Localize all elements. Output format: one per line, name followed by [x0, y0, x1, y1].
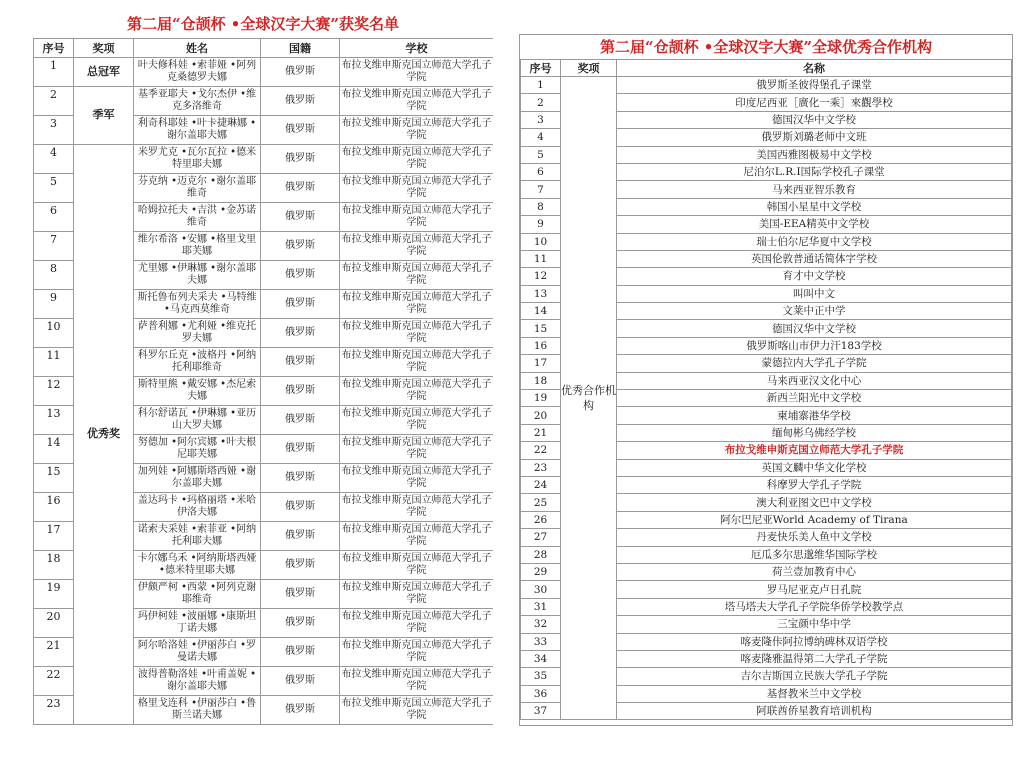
header-award: 奖项 — [561, 60, 617, 77]
winner-country: 俄罗斯 — [261, 522, 340, 551]
partner-seq: 20 — [521, 407, 561, 424]
partner-name: 塔马塔夫大学孔子学院华侨学校教学点 — [617, 598, 1012, 615]
winner-school: 布拉戈维申斯克国立师范大学孔子学院 — [340, 696, 494, 725]
winners-table — [33, 38, 493, 725]
partner-seq: 6 — [521, 163, 561, 180]
winner-school: 布拉戈维申斯克国立师范大学孔子学院 — [340, 145, 494, 174]
winner-school: 布拉戈维申斯克国立师范大学孔子学院 — [340, 87, 494, 116]
winners-body — [34, 58, 494, 725]
partner-seq: 28 — [521, 546, 561, 563]
winner-seq: 5 — [34, 174, 74, 203]
winner-seq: 15 — [34, 464, 74, 493]
winner-school: 布拉戈维申斯克国立师范大学孔子学院 — [340, 261, 494, 290]
winners-header-row — [34, 39, 494, 58]
partner-seq: 30 — [521, 581, 561, 598]
winner-school: 布拉戈维申斯克国立师范大学孔子学院 — [340, 551, 494, 580]
partner-name: 丹麦快乐美人鱼中文学校 — [617, 529, 1012, 546]
winner-school: 布拉戈维申斯克国立师范大学孔子学院 — [340, 174, 494, 203]
partner-seq: 2 — [521, 94, 561, 111]
partner-name: 三宝颜中华中学 — [617, 616, 1012, 633]
winner-school: 布拉戈维申斯克国立师范大学孔子学院 — [340, 493, 494, 522]
partner-name: 印度尼西亚［廣化一乘］來觀學校 — [617, 94, 1012, 111]
partner-name: 阿联酋侨星教育培训机构 — [617, 703, 1012, 720]
winner-country: 俄罗斯 — [261, 290, 340, 319]
winner-seq: 8 — [34, 261, 74, 290]
partner-seq: 4 — [521, 129, 561, 146]
winner-school: 布拉戈维申斯克国立师范大学孔子学院 — [340, 667, 494, 696]
partner-seq: 29 — [521, 563, 561, 580]
winner-country: 俄罗斯 — [261, 232, 340, 261]
winner-seq: 16 — [34, 493, 74, 522]
partner-name: 德国汉华中文学校 — [617, 111, 1012, 128]
winner-country: 俄罗斯 — [261, 638, 340, 667]
winner-seq: 20 — [34, 609, 74, 638]
winner-school: 布拉戈维申斯克国立师范大学孔子学院 — [340, 377, 494, 406]
partner-name: 马来西亚汉文化中心 — [617, 372, 1012, 389]
winner-seq: 7 — [34, 232, 74, 261]
partner-seq: 19 — [521, 390, 561, 407]
partner-seq: 21 — [521, 424, 561, 441]
partner-seq: 9 — [521, 216, 561, 233]
winner-seq: 10 — [34, 319, 74, 348]
partner-name: 韩国小星星中文学校 — [617, 198, 1012, 215]
winner-country: 俄罗斯 — [261, 145, 340, 174]
partner-name: 美国-EEA精英中文学校 — [617, 216, 1012, 233]
winner-name: 加列娃 •阿娜斯塔西娅 •谢尔盖耶夫娜 — [134, 464, 261, 493]
winner-seq: 6 — [34, 203, 74, 232]
winner-seq: 9 — [34, 290, 74, 319]
partner-row — [521, 77, 1012, 94]
winner-award: 季军 — [74, 87, 134, 145]
partner-name: 阿尔巴尼亚World Academy of Tirana — [617, 511, 1012, 528]
partner-seq: 18 — [521, 372, 561, 389]
winner-name: 盖达玛卡 •玛格丽塔 •米哈伊洛夫娜 — [134, 493, 261, 522]
winner-school: 布拉戈维申斯克国立师范大学孔子学院 — [340, 348, 494, 377]
partner-name: 厄瓜多尔思邈维华国际学校 — [617, 546, 1012, 563]
partner-award: 优秀合作机构 — [561, 77, 617, 720]
partner-name: 吉尔吉斯国立民族大学孔子学院 — [617, 668, 1012, 685]
winner-school: 布拉戈维申斯克国立师范大学孔子学院 — [340, 203, 494, 232]
winner-country: 俄罗斯 — [261, 203, 340, 232]
partner-seq: 5 — [521, 146, 561, 163]
partner-seq: 31 — [521, 598, 561, 615]
winner-school: 布拉戈维申斯克国立师范大学孔子学院 — [340, 609, 494, 638]
winner-country: 俄罗斯 — [261, 348, 340, 377]
partner-seq: 24 — [521, 476, 561, 493]
partner-name: 柬埔寨港华学校 — [617, 407, 1012, 424]
partner-name: 瑞士伯尔尼华夏中文学校 — [617, 233, 1012, 250]
winner-school: 布拉戈维申斯克国立师范大学孔子学院 — [340, 58, 494, 87]
winner-country: 俄罗斯 — [261, 696, 340, 725]
partner-name: 俄罗斯喀山市伊力汗183学校 — [617, 337, 1012, 354]
partner-name: 罗马尼亚克卢日孔院 — [617, 581, 1012, 598]
partner-name: 育才中文学校 — [617, 268, 1012, 285]
winner-country: 俄罗斯 — [261, 377, 340, 406]
partner-name: 基督教米兰中文学校 — [617, 685, 1012, 702]
winner-seq: 4 — [34, 145, 74, 174]
partner-seq: 16 — [521, 337, 561, 354]
winner-country: 俄罗斯 — [261, 435, 340, 464]
winner-name: 芬克纳 •迈克尔 •谢尔盖耶维奇 — [134, 174, 261, 203]
winner-seq: 12 — [34, 377, 74, 406]
partners-body — [521, 77, 1012, 720]
winner-school: 布拉戈维申斯克国立师范大学孔子学院 — [340, 232, 494, 261]
winner-name: 基季亚耶夫 •戈尔杰伊 •维克多洛维奇 — [134, 87, 261, 116]
partner-seq: 10 — [521, 233, 561, 250]
winner-school: 布拉戈维申斯克国立师范大学孔子学院 — [340, 319, 494, 348]
partner-seq: 37 — [521, 703, 561, 720]
partner-name: 科摩罗大学孔子学院 — [617, 476, 1012, 493]
winner-seq: 11 — [34, 348, 74, 377]
winner-seq: 18 — [34, 551, 74, 580]
winner-name: 卡尔娜乌禾 •阿纳斯塔西娅 •德米特里耶夫娜 — [134, 551, 261, 580]
partner-name: 文莱中正中学 — [617, 303, 1012, 320]
partner-name: 德国汉华中文学校 — [617, 320, 1012, 337]
partner-seq: 11 — [521, 250, 561, 267]
winner-country: 俄罗斯 — [261, 174, 340, 203]
winner-school: 布拉戈维申斯克国立师范大学孔子学院 — [340, 406, 494, 435]
winner-seq: 19 — [34, 580, 74, 609]
winner-country: 俄罗斯 — [261, 406, 340, 435]
header-seq: 序号 — [34, 39, 74, 58]
winner-name: 玛伊柯娃 •波丽娜 •康斯坦丁诺夫娜 — [134, 609, 261, 638]
winner-country: 俄罗斯 — [261, 319, 340, 348]
partner-name: 缅甸彬乌佛经学校 — [617, 424, 1012, 441]
winner-row — [34, 87, 494, 116]
partner-seq: 8 — [521, 198, 561, 215]
winner-name: 格里戈连科 •伊丽莎白 •鲁斯兰诺夫娜 — [134, 696, 261, 725]
partner-seq: 22 — [521, 442, 561, 459]
partner-name: 马来西亚智乐教育 — [617, 181, 1012, 198]
partner-seq: 27 — [521, 529, 561, 546]
partners-table — [520, 59, 1012, 720]
winner-seq: 21 — [34, 638, 74, 667]
partner-name: 俄罗斯刘璐老师中文班 — [617, 129, 1012, 146]
winner-award: 总冠军 — [74, 58, 134, 87]
partner-seq: 23 — [521, 459, 561, 476]
winner-name: 诺索夫采娃 •索菲亚 •阿纳托利耶夫娜 — [134, 522, 261, 551]
header-school: 学校 — [340, 39, 494, 58]
winner-name: 尤里娜 •伊琳娜 •谢尔盖耶夫娜 — [134, 261, 261, 290]
winner-name: 科尔舒诺瓦 •伊琳娜 •亚历山大罗夫娜 — [134, 406, 261, 435]
winner-school: 布拉戈维申斯克国立师范大学孔子学院 — [340, 290, 494, 319]
partner-seq: 14 — [521, 303, 561, 320]
partner-seq: 15 — [521, 320, 561, 337]
partner-seq: 26 — [521, 511, 561, 528]
partners-title: 第二届“仓颉杯 •全球汉字大赛”全球优秀合作机构 — [599, 38, 933, 56]
winner-country: 俄罗斯 — [261, 464, 340, 493]
winner-school: 布拉戈维申斯克国立师范大学孔子学院 — [340, 522, 494, 551]
winner-name: 波得普勒洛娃 •叶甫盖妮 •谢尔盖耶夫娜 — [134, 667, 261, 696]
winner-school: 布拉戈维申斯克国立师范大学孔子学院 — [340, 580, 494, 609]
partners-document — [519, 34, 1013, 726]
winner-school: 布拉戈维申斯克国立师范大学孔子学院 — [340, 435, 494, 464]
winner-country: 俄罗斯 — [261, 580, 340, 609]
winner-name: 斯托鲁布列夫采夫 •马特维 •马克西莫维奇 — [134, 290, 261, 319]
partner-name: 新西兰阳光中文学校 — [617, 390, 1012, 407]
winner-country: 俄罗斯 — [261, 493, 340, 522]
partner-name: 荷兰壹加教育中心 — [617, 563, 1012, 580]
partner-seq: 34 — [521, 650, 561, 667]
winner-school: 布拉戈维申斯克国立师范大学孔子学院 — [340, 638, 494, 667]
winner-name: 阿尔哈洛娃 •伊丽莎白 •罗曼诺夫娜 — [134, 638, 261, 667]
winner-seq: 14 — [34, 435, 74, 464]
partner-seq: 13 — [521, 285, 561, 302]
partner-name: 英国文麟中华文化学校 — [617, 459, 1012, 476]
header-name: 姓名 — [134, 39, 261, 58]
partner-name: 蒙德拉内大学孔子学院 — [617, 355, 1012, 372]
winners-title: 第二届“仓颉杯 •全球汉字大赛”获奖名单 — [126, 15, 400, 33]
partner-name: 喀麦隆雅温得第二大学孔子学院 — [617, 650, 1012, 667]
partner-seq: 32 — [521, 616, 561, 633]
winner-name: 米罗尤克 •瓦尔瓦拉 •德米特里耶夫娜 — [134, 145, 261, 174]
winner-country: 俄罗斯 — [261, 87, 340, 116]
winner-country: 俄罗斯 — [261, 261, 340, 290]
winner-name: 叶夫修科娃 •索菲娅 •阿列克桑德罗夫娜 — [134, 58, 261, 87]
partner-seq: 25 — [521, 494, 561, 511]
winners-document — [33, 10, 493, 766]
winner-name: 萨普利娜 •尤利娅 •维克托罗夫娜 — [134, 319, 261, 348]
winner-name: 利奇科耶娃 •叶卡捷琳娜 •谢尔盖耶夫娜 — [134, 116, 261, 145]
winner-seq: 2 — [34, 87, 74, 116]
partner-name: 布拉戈维申斯克国立师范大学孔子学院 — [617, 442, 1012, 459]
winner-country: 俄罗斯 — [261, 58, 340, 87]
partner-name: 澳大利亚图文巴中文学校 — [617, 494, 1012, 511]
partner-seq: 17 — [521, 355, 561, 372]
winner-school: 布拉戈维申斯克国立师范大学孔子学院 — [340, 116, 494, 145]
header-name: 名称 — [617, 60, 1012, 77]
partner-seq: 33 — [521, 633, 561, 650]
partner-seq: 3 — [521, 111, 561, 128]
winner-school: 布拉戈维申斯克国立师范大学孔子学院 — [340, 464, 494, 493]
partner-name: 美国西雅图极易中文学校 — [617, 146, 1012, 163]
partners-header-row — [521, 60, 1012, 77]
winner-name: 科罗尔丘克 •波格丹 •阿纳托利耶维奇 — [134, 348, 261, 377]
partner-seq: 1 — [521, 77, 561, 94]
header-country: 国籍 — [261, 39, 340, 58]
winner-name: 哈姆拉托夫 •吉洪 •金苏诺维奇 — [134, 203, 261, 232]
winner-seq: 23 — [34, 696, 74, 725]
winner-seq: 13 — [34, 406, 74, 435]
winner-row — [34, 145, 494, 174]
winner-row — [34, 58, 494, 87]
winner-country: 俄罗斯 — [261, 116, 340, 145]
winner-seq: 17 — [34, 522, 74, 551]
partner-seq: 35 — [521, 668, 561, 685]
partner-seq: 12 — [521, 268, 561, 285]
partner-seq: 36 — [521, 685, 561, 702]
partner-name: 喀麦隆佧阿拉博纳碑林双语学校 — [617, 633, 1012, 650]
winner-country: 俄罗斯 — [261, 667, 340, 696]
partner-name: 尼泊尔L.R.I国际学校孔子课堂 — [617, 163, 1012, 180]
winner-award: 优秀奖 — [74, 145, 134, 725]
winner-seq: 3 — [34, 116, 74, 145]
winner-name: 努德加 •阿尔宾娜 •叶夫根尼耶芙娜 — [134, 435, 261, 464]
winner-country: 俄罗斯 — [261, 609, 340, 638]
header-seq: 序号 — [521, 60, 561, 77]
winner-name: 斯特里熊 •戴安娜 •杰尼索夫娜 — [134, 377, 261, 406]
winner-seq: 1 — [34, 58, 74, 87]
winner-name: 维尔希洛 •安娜 •格里戈里耶芙娜 — [134, 232, 261, 261]
winner-seq: 22 — [34, 667, 74, 696]
partner-seq: 7 — [521, 181, 561, 198]
winner-country: 俄罗斯 — [261, 551, 340, 580]
header-award: 奖项 — [74, 39, 134, 58]
partner-name: 俄罗斯圣彼得堡孔子课堂 — [617, 77, 1012, 94]
winner-name: 伊颇严柯 •西蒙 •阿列克谢耶维奇 — [134, 580, 261, 609]
partner-name: 叫叫中文 — [617, 285, 1012, 302]
partner-name: 英国伦敦普通话简体字学校 — [617, 250, 1012, 267]
